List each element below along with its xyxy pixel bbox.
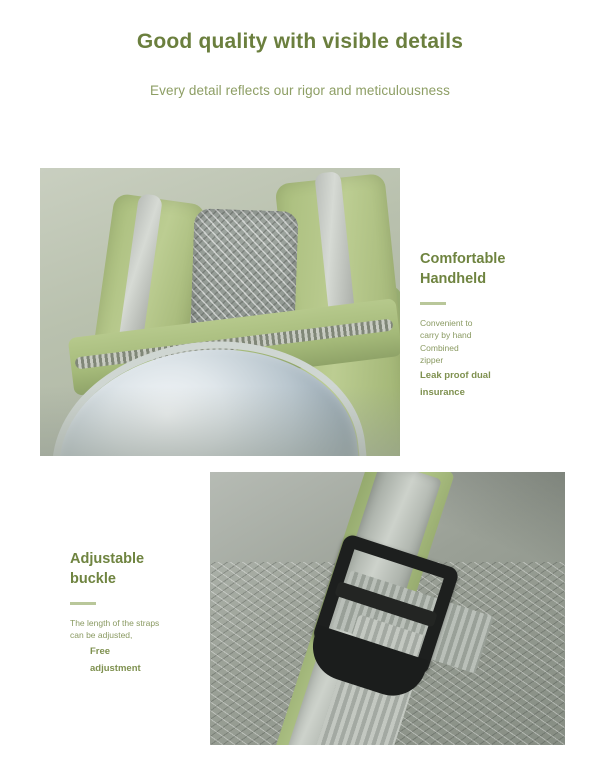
callout-divider	[420, 302, 446, 305]
callout-heading-line2: buckle	[70, 570, 116, 587]
callout-text-line-4: zipper	[420, 355, 444, 366]
callout-emphasis-line-1: Free	[90, 645, 111, 657]
handheld-photo	[40, 168, 400, 456]
callout-text-line-2: carry by hand	[420, 330, 472, 341]
callout-heading-line1: Adjustable	[70, 551, 145, 567]
callout-heading-line2: Handheld	[420, 270, 487, 287]
callout-emphasis-line-2: insurance	[420, 387, 465, 399]
callout-heading-line1: Comfortable	[420, 251, 506, 267]
callout-divider	[70, 602, 96, 605]
callout-text-line-3: Combined	[420, 342, 459, 353]
callout-adjustable-buckle	[70, 550, 240, 675]
callout-text-line-1: Convenient to	[420, 318, 473, 329]
page-title: Good quality with visible details	[136, 30, 464, 53]
callout-text-line-2: can be adjusted,	[70, 630, 133, 641]
photo-bottom-shadow	[40, 386, 400, 456]
callout-emphasis-line-2: adjustment	[90, 662, 141, 674]
callout-text-line-1: The length of the straps	[70, 618, 160, 629]
buckle-photo	[210, 472, 565, 745]
page-subtitle: Every detail reflects our rigor and meticulousness	[150, 83, 450, 98]
callout-heading	[70, 550, 240, 589]
callout-emphasis-line-1: Leak proof dual	[420, 370, 491, 382]
callout-heading	[420, 250, 580, 289]
header	[0, 30, 600, 98]
callout-comfortable-handheld	[420, 250, 580, 400]
